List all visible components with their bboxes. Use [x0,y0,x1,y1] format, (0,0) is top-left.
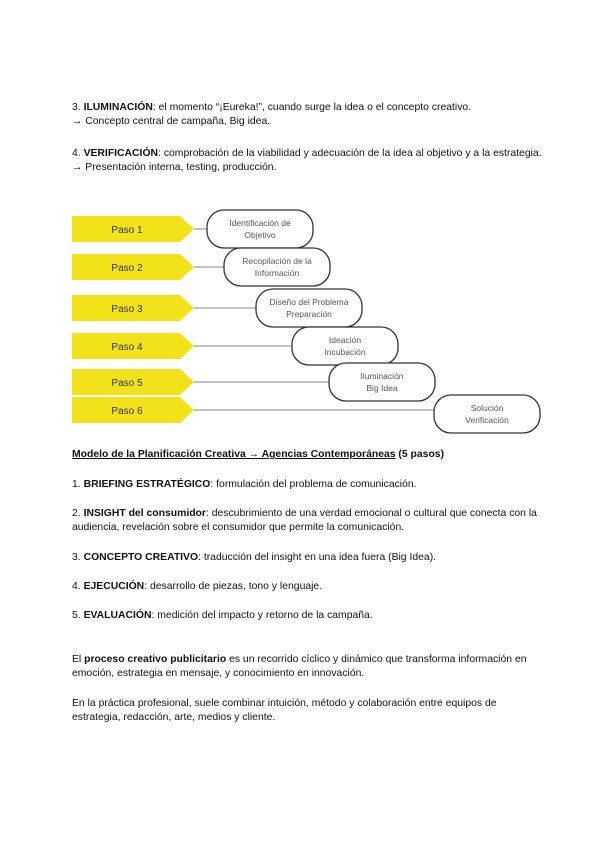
step-label: Paso 2 [111,263,143,274]
item-text: : descubrimiento de una verdad emocional o cultural que conecta con la audiencia, revelación sobre el consumidor que permite la comunicación. [72,508,537,533]
step-box-line2: Objetivo [244,230,276,240]
item-text: : formulación del problema de comunicación. [210,479,417,490]
step-box-line2: Big Idea [366,383,398,393]
item-number: 3. [72,552,81,563]
term-iluminacion: ILUMINACIÓN [83,102,153,113]
conclusion-bold: proceso creativo publicitario [84,654,227,665]
step-box [207,210,313,248]
step-label: Paso 5 [111,378,143,389]
modelo-title: Modelo de la Planificación Creativa → Agencias Contemporáneas [72,449,396,460]
step-box-line1: Recopilación de la [242,256,312,266]
step-label: Paso 1 [111,225,143,236]
step-box-line1: Solución [470,403,504,413]
step-box-line1: Diseño del Problema [269,297,349,307]
step-box [292,327,398,365]
step-label: Paso 6 [111,406,143,417]
conclusion-pre: El [72,654,85,665]
modelo-item-3 [72,551,542,565]
item-number: 2. [72,508,81,519]
item-term: EJECUCIÓN [83,581,145,592]
step-box [224,248,330,286]
modelo-item-5 [72,609,542,623]
item-number: 3. [72,102,81,113]
step-label: Paso 4 [111,342,143,353]
step-box-line2: Verificación [465,415,509,425]
modelo-heading [72,448,542,462]
item-number: 4. [72,148,81,159]
conclusion-text: En la práctica profesional, suele combinar intuición, método y colaboración entre equipos de estrategia, redacción, arte, medios y cliente. [72,698,497,723]
modelo-suffix: (5 pasos) [395,449,445,460]
item-number: 4. [72,581,81,592]
process-diagram-svg [72,202,542,434]
desc-verificacion: : comprobación de la viabilidad y adecuación de la idea al objetivo y a la estrategia. [158,148,542,159]
item-text: : traducción del insight en una idea fuera (Big Idea). [198,552,437,563]
item-term: INSIGHT del consumidor [83,508,206,519]
modelo-item-2 [72,507,542,535]
step-label: Paso 3 [111,304,143,315]
step-box [329,363,435,401]
paragraph-iluminacion [72,101,542,129]
item-number: 5. [72,610,81,621]
item-number: 1. [72,479,81,490]
item-text: : medición del impacto y retorno de la campaña. [151,610,373,621]
conclusion-paragraph-2 [72,697,542,725]
paragraph-verificacion [72,147,542,175]
modelo-item-4 [72,580,542,594]
conclusion-post: es un recorrido cíclico y dinámico que transforma información en emoción, estrategia en mensaje, y conocimiento en innovación. [72,654,527,679]
item-text: : desarrollo de piezas, tono y lenguaje. [144,581,323,592]
arrow-line-verificacion: → Presentación interna, testing, producción. [72,162,277,173]
modelo-item-1 [72,478,542,492]
item-term: BRIEFING ESTRATÉGICO [83,479,211,490]
step-box [256,289,362,327]
term-verificacion: VERIFICACIÓN [83,148,159,159]
step-box-line1: Ideación [328,335,362,345]
step-box-line1: Identificación de [229,218,291,228]
process-diagram [72,202,542,434]
conclusion-paragraph-1 [72,653,542,681]
step-box-line1: Iluminación [360,371,404,381]
step-box-line2: Preparación [286,309,332,319]
step-box [434,395,540,433]
step-box-line2: Incubación [324,347,366,357]
desc-iluminacion: : el momento “¡Eureka!”, cuando surge la idea o el concepto creativo. [152,102,472,113]
arrow-line-iluminacion: → Concepto central de campaña, Big idea. [72,116,271,127]
step-box-line2: Información [254,268,300,278]
item-term: EVALUACIÓN [83,610,152,621]
item-term: CONCEPTO CREATIVO [83,552,199,563]
